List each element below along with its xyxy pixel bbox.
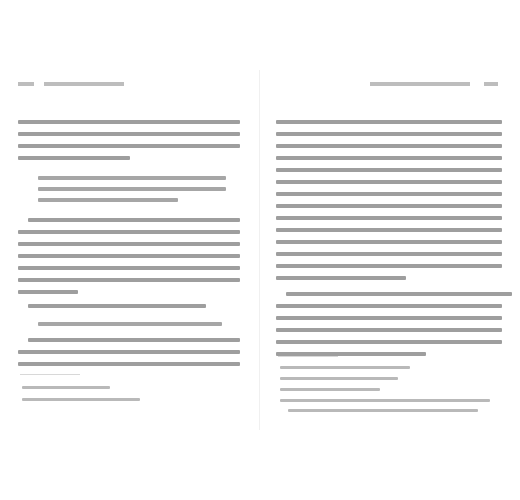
- body-text-line: [276, 304, 502, 308]
- left-page-number: [18, 82, 34, 86]
- body-text-line: [276, 132, 502, 136]
- body-text-line: [276, 252, 502, 256]
- body-text-line: [276, 180, 502, 184]
- body-text-line: [18, 120, 240, 124]
- body-text-line: [276, 156, 502, 160]
- body-text-line: [18, 350, 240, 354]
- body-text-line: [276, 204, 502, 208]
- left-footnote-rule: [20, 374, 80, 375]
- body-text-line: [276, 168, 502, 172]
- body-text-line: [18, 362, 240, 366]
- footnote-line: [280, 388, 380, 391]
- footnote-line: [22, 386, 110, 389]
- body-text-line: [18, 242, 240, 246]
- right-footnote-rule: [278, 356, 338, 357]
- body-text-line: [28, 304, 206, 308]
- body-text-line: [276, 240, 502, 244]
- right-running-header: [360, 82, 510, 88]
- quote-line: [38, 198, 178, 202]
- body-text-line: [276, 340, 502, 344]
- body-text-line: [286, 292, 512, 296]
- footnote-line: [288, 409, 478, 412]
- body-text-line: [18, 278, 240, 282]
- footnote-line: [22, 398, 140, 401]
- body-text-line: [18, 230, 240, 234]
- quote-line: [38, 176, 226, 180]
- body-text-line: [276, 316, 502, 320]
- body-text-line: [18, 266, 240, 270]
- body-text-line: [28, 338, 240, 342]
- footnote-line: [280, 366, 410, 369]
- body-text-line: [276, 228, 502, 232]
- left-header-title: [44, 82, 124, 86]
- body-text-line: [276, 192, 502, 196]
- body-text-line: [276, 120, 502, 124]
- quote-line: [38, 187, 226, 191]
- body-text-line: [18, 132, 240, 136]
- body-text-line: [18, 290, 78, 294]
- body-text-line: [276, 216, 502, 220]
- body-text-line: [276, 144, 502, 148]
- quote-line: [38, 322, 222, 326]
- body-text-line: [18, 254, 240, 258]
- body-text-line: [276, 264, 502, 268]
- body-text-line: [276, 276, 406, 280]
- right-header-title: [370, 82, 470, 86]
- body-text-line: [18, 156, 130, 160]
- body-text-line: [276, 328, 502, 332]
- right-page: [260, 0, 520, 500]
- footnote-line: [280, 399, 490, 402]
- body-text-line: [28, 218, 240, 222]
- body-text-line: [18, 144, 240, 148]
- right-page-number: [484, 82, 498, 86]
- left-running-header: [10, 82, 160, 88]
- footnote-line: [280, 377, 398, 380]
